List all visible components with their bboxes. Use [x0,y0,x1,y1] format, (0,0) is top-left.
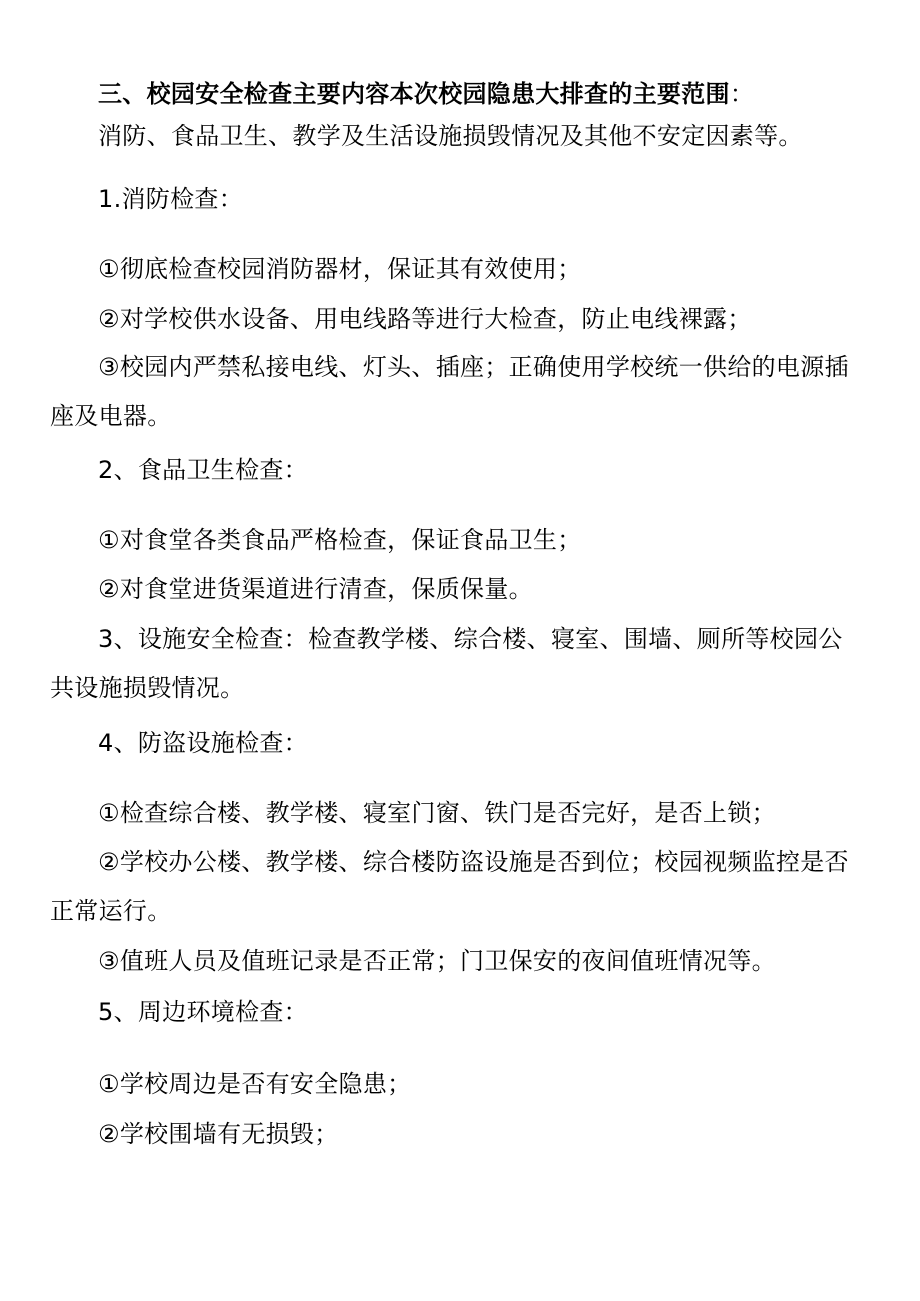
section-heading [98,78,920,110]
subheading-food: 2、食品卫生检查： [98,456,308,484]
section-heading-colon: ： [729,80,755,108]
list-item: ①对食堂各类食品严格检查，保证食品卫生； [98,526,582,554]
paragraph-scope: 消防、食品卫生、教学及生活设施损毁情况及其他不安定因素等。 [98,122,803,150]
subheading-environment: 5、周边环境检查： [98,998,308,1026]
list-item: ①彻底检查校园消防器材，保证其有效使用； [98,255,582,283]
list-item: ①检查综合楼、教学楼、寝室门窗、铁门是否完好，是否上锁； [98,799,776,827]
list-item: ②对学校供水设备、用电线路等进行大检查，防止电线裸露； [98,305,752,333]
subheading-facilities: 3、设施安全检查：检查教学楼、综合楼、寝室、围墙、厕所等校园公 [98,625,843,653]
list-item-continued: 正常运行。 [50,897,172,925]
list-item: ③值班人员及值班记录是否正常；门卫保安的夜间值班情况等。 [98,947,776,975]
paragraph-continued: 共设施损毁情况。 [50,674,245,702]
list-item: ③校园内严禁私接电线、灯头、插座；正确使用学校统一供给的电源插 [98,353,849,381]
subheading-fire: 1.消防检查： [98,185,243,213]
section-heading-bold: 三、校园安全检查主要内容本次校园隐患大排查的主要范围 [98,80,730,108]
subheading-security: 4、防盗设施检查： [98,729,308,757]
list-item: ②学校围墙有无损毁； [98,1120,339,1148]
list-item-continued: 座及电器。 [50,402,172,430]
list-item: ②学校办公楼、教学楼、综合楼防盗设施是否到位；校园视频监控是否 [98,848,849,876]
list-item: ②对食堂进货渠道进行清查，保质保量。 [98,575,533,603]
list-item: ①学校周边是否有安全隐患； [98,1070,412,1098]
